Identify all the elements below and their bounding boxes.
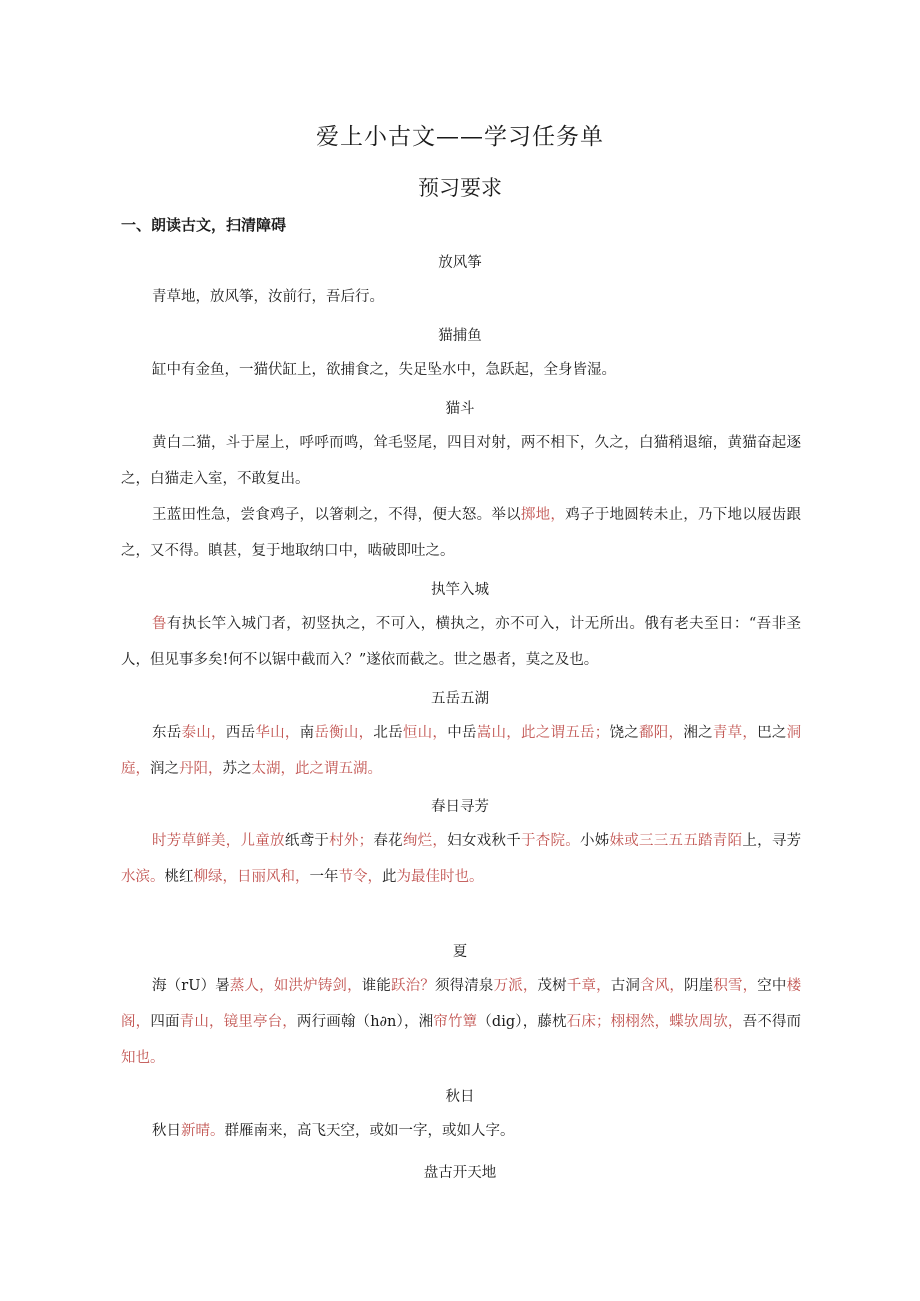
text-segment: 一年 <box>309 869 339 885</box>
highlight-segment: 楼阁， <box>121 978 802 1030</box>
highlight-segment: 积雪， <box>713 978 758 994</box>
highlight-segment: 石床；栩栩然，蝶欤周欤， <box>566 1014 743 1030</box>
text-segment: 巴之 <box>757 725 787 741</box>
passage-text <box>121 606 801 678</box>
text-segment: 桃红 <box>164 869 194 885</box>
highlight-segment: 鄱阳， <box>639 725 684 741</box>
passage-title-pan-gu-kai-tian-di: 盘古开天地 <box>423 1165 497 1181</box>
highlight-segment: 洞庭， <box>121 725 802 777</box>
highlight-segment: 知也。 <box>121 1050 165 1066</box>
passage-text <box>121 352 801 388</box>
highlight-segment: 万派， <box>493 978 538 994</box>
highlight-segment: 绚烂， <box>402 833 448 849</box>
text-segment: 有执长竿入城门者，初竖执之，不可入，横执之，亦不可入，计无所出。俄有老夫至日：“吾非圣人，但见事多矣!何不以锯中截而入？”遂依而截之。世之愚者，莫之及也。 <box>121 616 801 668</box>
text-segment: 南 <box>299 725 315 741</box>
text-segment: 润之 <box>150 761 179 777</box>
highlight-segment: 帘竹簟 <box>433 1014 478 1030</box>
text-segment: 缸中有金鱼，一猫伏缸上，欲捕食之，失足坠水中，急跃起，全身皆湿。 <box>152 362 616 378</box>
text-segment: 谁能 <box>361 978 392 994</box>
highlight-segment: 太湖，此之谓五湖。 <box>251 761 382 777</box>
document-subtitle: 预习要求 <box>418 176 502 200</box>
passage-text <box>121 1113 801 1149</box>
highlight-segment: 岳衡山， <box>314 725 374 741</box>
highlight-segment: 水滨。 <box>121 869 165 885</box>
highlight-segment: 含风， <box>640 978 685 994</box>
text-segment: 王蓝田性急，尝食鸡子，以箸刺之，不得，便大怒。举以 <box>152 507 521 523</box>
text-segment: 中岳 <box>447 725 477 741</box>
highlight-segment: 为最佳时也。 <box>396 869 484 885</box>
text-segment: 海（rU）暑 <box>152 978 230 994</box>
passage-title-xia: 夏 <box>452 944 468 960</box>
text-segment: 秋日 <box>152 1123 181 1139</box>
passage-text <box>121 823 801 895</box>
text-segment: 北岳 <box>373 725 403 741</box>
text-segment: 妇女戏秋千 <box>447 833 521 849</box>
passage-title-mao-dou: 猫斗 <box>445 401 475 417</box>
text-segment: 鸡子于地圆转未止，乃下地以屐齿跟之，又不得。瞋甚，复于地取纳口中，啮破即吐之。 <box>121 507 802 559</box>
text-segment: 茂树 <box>537 978 567 994</box>
text-segment: 上，寻芳 <box>742 833 802 849</box>
highlight-segment: 嵩山，此之谓五岳； <box>476 725 610 741</box>
highlight-segment: 时芳草鲜美，儿童放 <box>152 833 285 849</box>
text-segment: 黄白二猫，斗于屋上，呼呼而鸣，耸毛竖尾，四目对射，两不相下，久之，白猫稍退缩，黄猫奋起逐之，白猫走入室，不敢复出。 <box>121 435 801 487</box>
highlight-segment: 千章， <box>566 978 611 994</box>
highlight-segment: 村外； <box>329 833 374 849</box>
text-segment: 古洞 <box>610 978 641 994</box>
text-segment: 西岳 <box>225 725 256 741</box>
text-segment: 空中 <box>757 978 787 994</box>
passage-text <box>121 968 801 1076</box>
text-segment: 小姊 <box>579 833 610 849</box>
passage-text <box>121 425 801 497</box>
highlight-segment: 节令， <box>338 869 382 885</box>
text-segment: 春花 <box>373 833 403 849</box>
highlight-segment: 华山， <box>255 725 300 741</box>
highlight-segment: 恒山， <box>402 725 448 741</box>
text-segment: 阴崖 <box>684 978 714 994</box>
passage-title-qiu-ri: 秋日 <box>445 1089 475 1105</box>
highlight-segment: 蒸人，如洪炉铸剑， <box>229 978 362 994</box>
highlight-segment: 掷地， <box>520 507 566 523</box>
highlight-segment: 跃治？ <box>391 978 435 994</box>
text-segment: 群雁南来，高飞天空，或如一字，或如人字。 <box>224 1123 515 1139</box>
text-segment: 苏之 <box>222 761 252 777</box>
text-segment: 四面 <box>150 1014 180 1030</box>
text-segment: 须得清泉 <box>434 978 494 994</box>
text-segment: 湘之 <box>683 725 713 741</box>
highlight-segment: 泰山， <box>181 725 226 741</box>
text-segment: 青草地，放风筝，汝前行，吾后行。 <box>152 289 384 305</box>
highlight-segment: 丹阳， <box>179 761 223 777</box>
text-segment: （dig），藤枕 <box>477 1014 567 1030</box>
text-segment: 东岳 <box>152 725 182 741</box>
text-segment: 此 <box>382 869 397 885</box>
passage-text <box>121 715 801 787</box>
passage-title-zhi-gan-ru-cheng: 执竿入城 <box>431 582 489 598</box>
section-heading: 一、朗读古文，扫清障碍 <box>121 216 287 234</box>
highlight-segment: 新晴。 <box>181 1123 225 1139</box>
highlight-segment: 踏青陌 <box>698 833 743 849</box>
text-segment: 纸鸢于 <box>284 833 330 849</box>
passage-title-wu-yue-wu-hu: 五岳五湖 <box>431 691 489 707</box>
document-title: 爱上小古文——学习任务单 <box>316 124 604 150</box>
highlight-segment: 鲁 <box>152 616 167 632</box>
highlight-segment: 柳绿，日丽风和， <box>193 869 310 885</box>
text-segment: 两行画翰（h∂n），湘 <box>296 1014 434 1030</box>
passage-text <box>121 279 801 315</box>
highlight-segment: 青山，镜里亭台， <box>179 1014 297 1030</box>
passage-title-mao-bu-yu: 猫捕鱼 <box>438 328 482 344</box>
passage-title-chun-ri-xun-fang: 春日寻芳 <box>431 799 489 815</box>
highlight-segment: 妹或三三五五 <box>609 833 699 849</box>
text-segment: 吾不得而 <box>742 1014 802 1030</box>
passage-text <box>121 497 801 569</box>
highlight-segment: 于杏院。 <box>520 833 580 849</box>
highlight-segment: 青草， <box>712 725 758 741</box>
passage-title-fang-feng-zheng: 放风筝 <box>438 255 482 271</box>
text-segment: 饶之 <box>609 725 640 741</box>
